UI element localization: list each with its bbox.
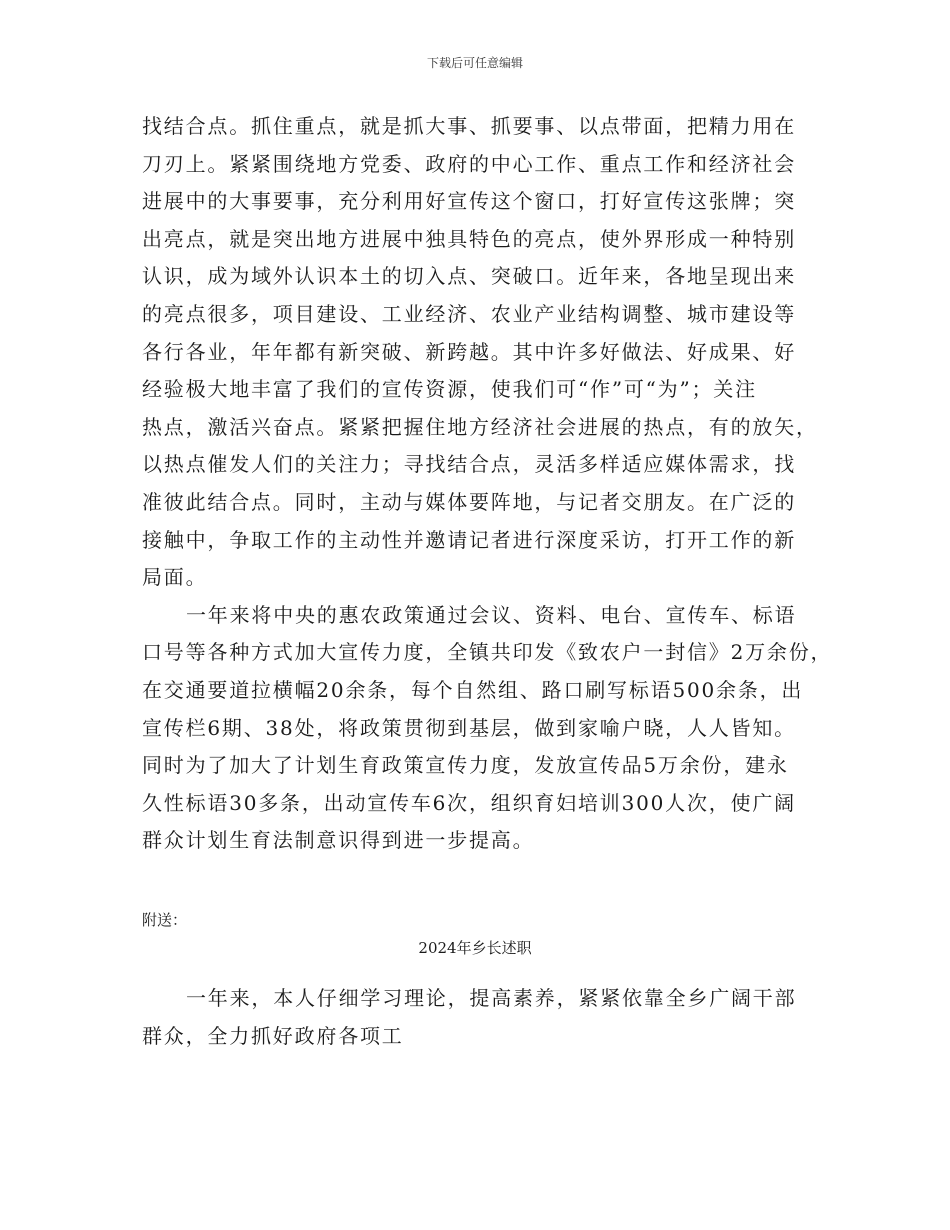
- text-line: 经验极大地丰富了我们的宣传资源，使我们可“作”可“为”；关注: [142, 377, 757, 402]
- attachment-title: 2024年乡长述职: [418, 939, 532, 957]
- text-line: 接触中，争取工作的主动性并邀请记者进行深度采访，打开工作的新: [142, 527, 796, 552]
- text-line: 以热点催发人们的关注力；寻找结合点，灵活多样适应媒体需求，找: [142, 452, 796, 477]
- attachment-label: 附送：: [142, 911, 188, 929]
- text-line: 宣传栏6期、38处，将政策贯彻到基层，做到家喻户晓，人人皆知。: [142, 715, 796, 740]
- text-line: 久性标语30多条，出动宣传车6次，组织育妇培训300人次，使广阔: [142, 790, 796, 815]
- paragraph-start-line: 一年来将中央的惠农政策通过会议、资料、电台、宣传车、标语: [186, 602, 797, 627]
- text-line: 进展中的大事要事，充分利用好宣传这个窗口，打好宣传这张牌；突: [142, 189, 796, 214]
- text-line: 准彼此结合点。同时，主动与媒体要阵地，与记者交朋友。在广泛的: [142, 489, 796, 514]
- text-line: 群众计划生育法制意识得到进一步提高。: [142, 828, 535, 853]
- text-line: 的亮点很多，项目建设、工业经济、农业产业结构调整、城市建设等: [142, 301, 796, 326]
- text-line: 群众，全力抓好政府各项工: [142, 1023, 404, 1048]
- text-line: 同时为了加大了计划生育政策宣传力度，发放宣传品5万余份，建永: [142, 753, 789, 778]
- text-line: 各行各业，年年都有新突破、新跨越。其中许多好做法、好成果、好: [142, 339, 796, 364]
- text-line: 热点，激活兴奋点。紧紧把握住地方经济社会进展的热点，有的放矢，: [142, 414, 818, 439]
- text-line: 口号等各种方式加大宣传力度，全镇共印发《致农户一封信》2万余份，: [142, 640, 833, 665]
- page-header: 下载后可任意编辑: [426, 56, 523, 70]
- attachment-text: [142, 980, 796, 1055]
- main-text: [142, 108, 832, 860]
- text-line: 找结合点。抓住重点，就是抓大事、抓要事、以点带面，把精力用在: [142, 114, 796, 138]
- text-line: 出亮点，就是突出地方进展中独具特色的亮点，使外界形成一种特别: [142, 226, 796, 251]
- text-line: 刀刃上。紧紧围绕地方党委、政府的中心工作、重点工作和经济社会: [142, 151, 796, 176]
- paragraph-start-line: 一年来，本人仔细学习理论，提高素养，紧紧依靠全乡广阔干部: [186, 986, 797, 1010]
- text-line: 局面。: [142, 565, 208, 590]
- text-line: 在交通要道拉横幅20余条，每个自然组、路口刷写标语500余条，出: [142, 677, 804, 702]
- text-line: 认识，成为域外认识本土的切入点、突破口。近年来，各地呈现出来: [142, 264, 796, 289]
